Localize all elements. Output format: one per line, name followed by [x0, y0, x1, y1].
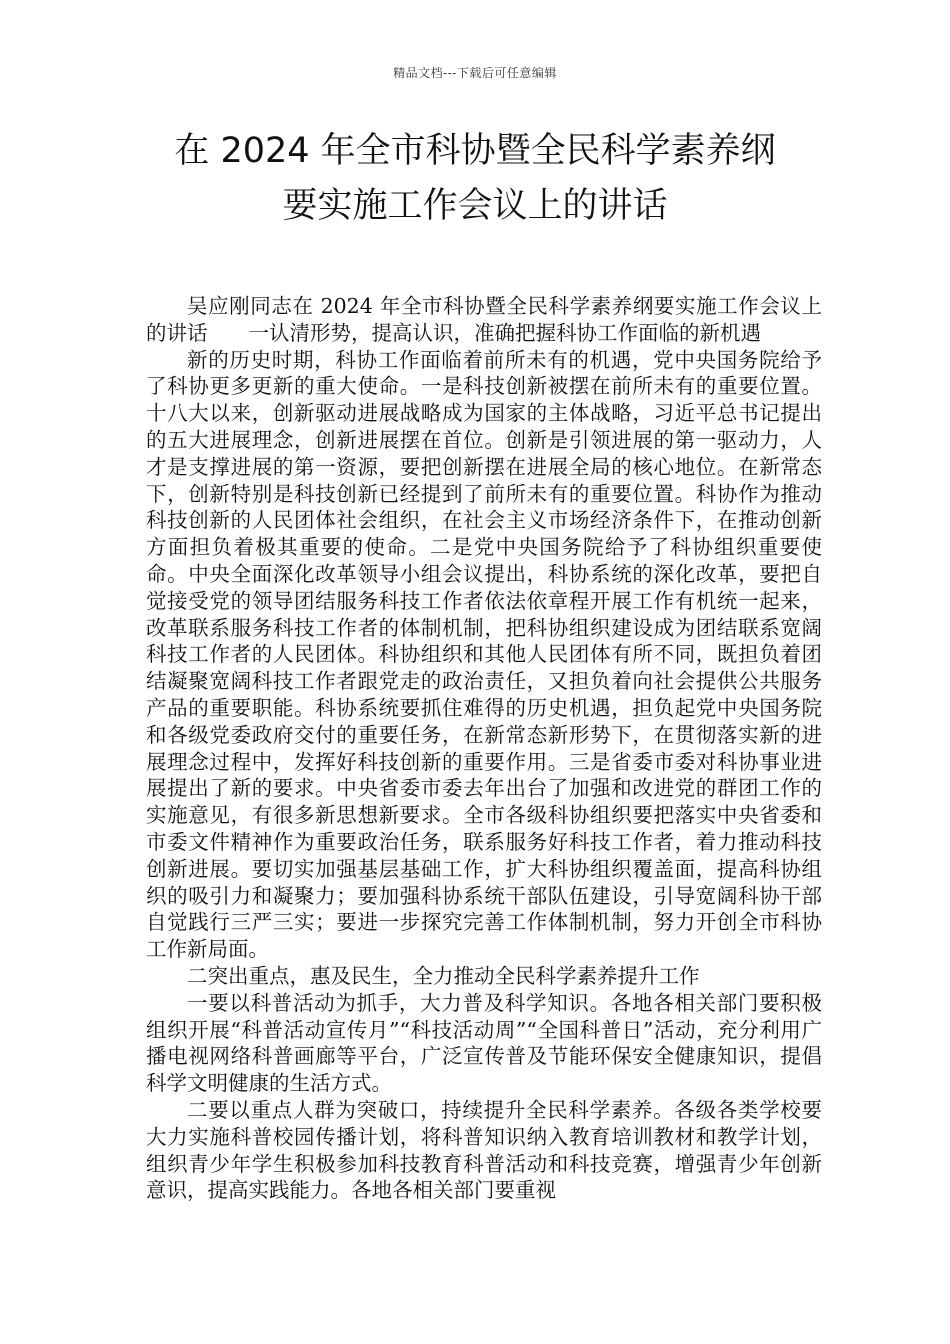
document-body: [146, 293, 822, 1204]
body-paragraph: 二要以重点人群为突破口，持续提升全民科学素养。各级各类学校要大力实施科普校园传播计划，将科普知识纳入教育培训教材和教学计划，组织青少年学生积极参加科技教育科普活动和科技竞赛，增强青少年创新意识，提高实践能力。各地各相关部门要重视: [146, 1097, 822, 1203]
document-title-line-1: 在 2024 年全市科协暨全民科学素养纲: [174, 131, 776, 171]
page-header: 精品文档---下载后可任意编辑: [393, 66, 557, 80]
body-paragraph: 新的历史时期，科协工作面临着前所未有的机遇，党中央国务院给予了科协更多更新的重大使命。一是科技创新被摆在前所未有的重要位置。十八大以来，创新驱动进展战略成为国家的主体战略，习近平总书记提出的五大进展理念，创新进展摆在首位。创新是引领进展的第一驱动力，人才是支撑进展的第一资源，要把创新摆在进展全局的核心地位。在新常态下，创新特别是科技创新已经提到了前所未有的重要位置。科协作为推动科技创新的人民团体社会组织，在社会主义市场经济条件下，在推动创新方面担负着极其重要的使命。二是党中央国务院给予了科协组织重要使命。中央全面深化改革领导小组会议提出，科协系统的深化改革，要把自觉接受党的领导团结服务科技工作者依法依章程开展工作有机统一起来，改革联系服务科技工作者的体制机制，把科协组织建设成为团结联系宽阔科技工作者的人民团体。科协组织和其他人民团体有所不同，既担负着团结凝聚宽阔科技工作者跟党走的政治责任，又担负着向社会提供公共服务产品的重要职能。科协系统要抓住难得的历史机遇，担负起党中央国务院和各级党委政府交付的重要任务，在新常态新形势下，在贯彻落实新的进展理念过程中，发挥好科技创新的重要作用。三是省委市委对科协事业进展提出了新的要求。中央省委市委去年出台了加强和改进党的群团工作的实施意见，有很多新思想新要求。全市各级科协组织要把落实中央省委和市委文件精神作为重要政治任务，联系服务好科技工作者，着力推动科技创新进展。要切实加强基层基础工作，扩大科协组织覆盖面，提高科协组织的吸引力和凝聚力；要加强科协系统干部队伍建设，引导宽阔科协干部自觉践行三严三实；要进一步探究完善工作体制机制，努力开创全市科协工作新局面。: [146, 347, 822, 962]
body-paragraph: 一要以科普活动为抓手，大力普及科学知识。各地各相关部门要积极组织开展“科普活动宣传月”“科技活动周”“全国科普日”活动，充分利用广播电视网络科普画廊等平台，广泛宣传普及节能环保安全健康知识，提倡科学文明健康的生活方式。: [146, 990, 822, 1096]
intro-paragraph: 吴应刚同志在 2024 年全市科协暨全民科学素养纲要实施工作会议上的讲话 一认清形势，提高认识，准确把握科协工作面临的新机遇: [146, 294, 822, 345]
document-title-line-2: 要实施工作会议上的讲话: [282, 186, 668, 226]
document-title: [120, 124, 830, 234]
section-heading: 二突出重点，惠及民生，全力推动全民科学素养提升工作: [187, 963, 700, 988]
